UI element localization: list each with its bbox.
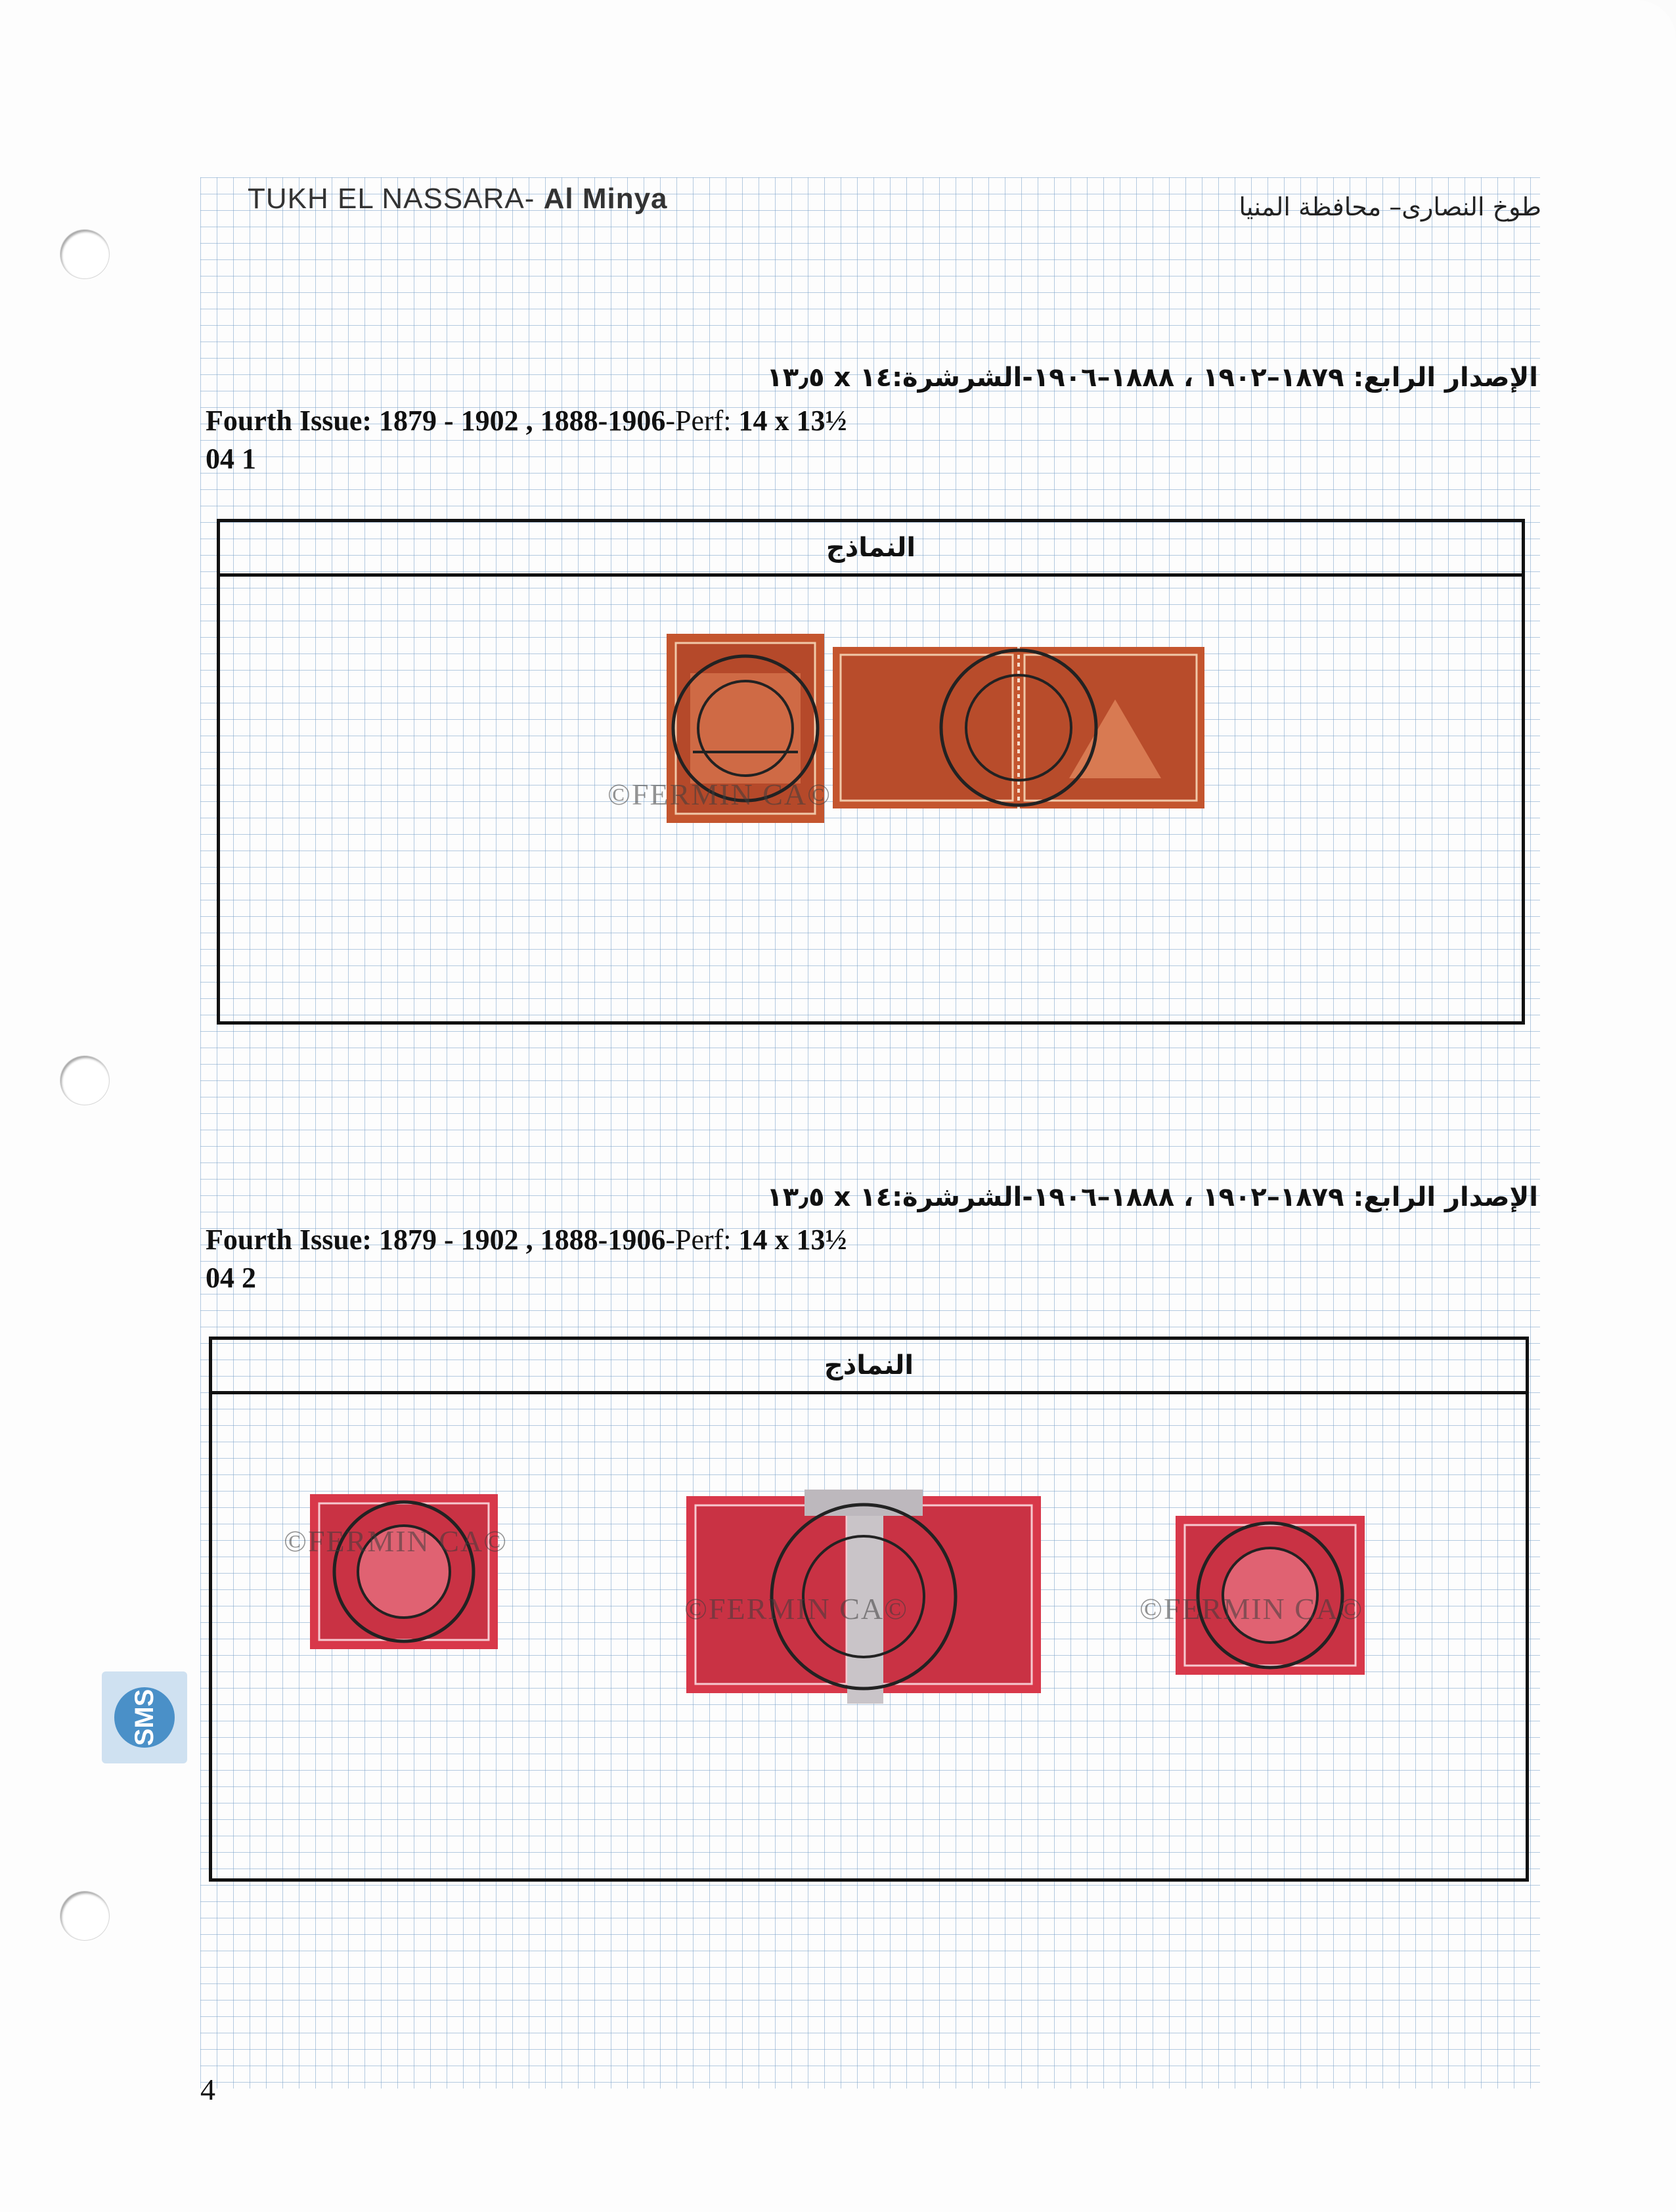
stamp-red-single-left-image xyxy=(310,1494,498,1649)
section2-watermark-right: ©FERMIN CA© xyxy=(1139,1592,1364,1626)
stamp-red-single-left xyxy=(310,1494,498,1649)
section1-arabic-line: الإصدار الرابع: ١٨٧٩–١٩٠٢ ، ١٨٨٨–١٩٠٦-الشرشرة:١٤ x ١٣٫٥ xyxy=(766,363,1538,393)
section2-perf-label: -Perf: xyxy=(665,1224,739,1256)
section2-box-title: النماذج xyxy=(212,1340,1526,1394)
stamp-brown-pair-image xyxy=(833,647,1204,808)
binder-hole-bottom xyxy=(60,1891,109,1940)
binder-hole-middle xyxy=(60,1056,109,1105)
section2-issue-title: Fourth Issue: 1879 - 1902 , 1888-1906 xyxy=(206,1224,666,1256)
binder-hole-top xyxy=(60,230,109,278)
header-title-en: TUKH EL NASSARA- xyxy=(248,183,535,215)
stamp-brown-pair xyxy=(833,647,1204,808)
page-number: 4 xyxy=(200,2073,215,2106)
page-header-en xyxy=(248,183,668,215)
section2-perf-value: 14 x 13½ xyxy=(738,1224,847,1256)
section1-issue-line xyxy=(206,404,847,437)
section1-perf-value: 14 x 13½ xyxy=(738,405,847,437)
section1-code: 04 1 xyxy=(206,443,256,475)
section1-perf-label: -Perf: xyxy=(665,405,739,437)
section1-box-title: النماذج xyxy=(220,522,1522,577)
section2-code: 04 2 xyxy=(206,1262,256,1294)
section2-issue-line xyxy=(206,1223,847,1256)
section1-issue-title: Fourth Issue: 1879 - 1902 , 1888-1906 xyxy=(206,405,666,437)
section2-arabic-line: الإصدار الرابع: ١٨٧٩–١٩٠٢ ، ١٨٨٨–١٩٠٦-الشرشرة:١٤ x ١٣٫٥ xyxy=(766,1182,1538,1212)
sms-logo xyxy=(102,1671,187,1763)
sms-logo-mark: SMS xyxy=(114,1687,175,1748)
header-title-en-bold: Al Minya xyxy=(543,183,668,215)
section2-watermark-middle: ©FERMIN CA© xyxy=(684,1592,909,1626)
section1-watermark: ©FERMIN CA© xyxy=(607,778,832,811)
section2-watermark-left: ©FERMIN CA© xyxy=(284,1524,508,1558)
page-header-ar: طوخ النصارى– محافظة المنيا xyxy=(1239,192,1541,221)
